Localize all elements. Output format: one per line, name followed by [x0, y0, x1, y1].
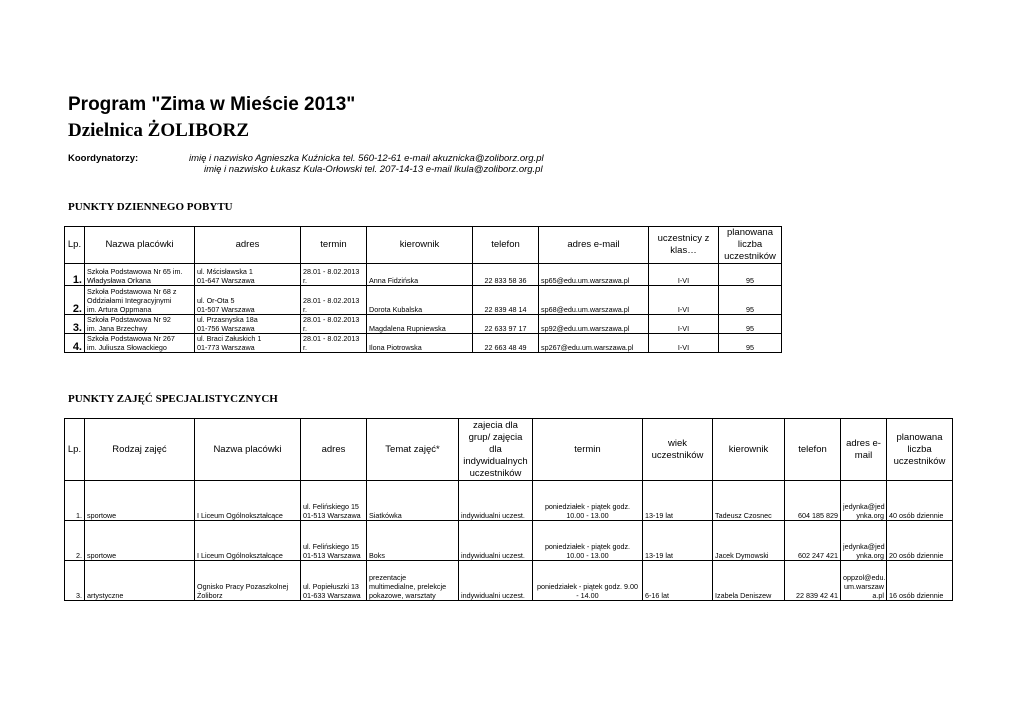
school-address-line: ul. Mścisławska 1: [197, 267, 253, 276]
header-cell: kierownik: [367, 227, 473, 264]
place-address-line: ul. Felińskiego 15: [303, 542, 359, 551]
term-line: 28.01 - 8.02.2013: [303, 267, 360, 276]
header-cell: adres: [195, 227, 301, 264]
header-cell: Lp.: [65, 419, 85, 481]
phone: 22 839 48 14: [473, 286, 539, 315]
phone: 22 663 48 49: [473, 334, 539, 353]
school-address: [195, 315, 301, 334]
email: [841, 561, 887, 601]
term-line: 28.01 - 8.02.2013: [303, 315, 360, 324]
phone: 22 633 97 17: [473, 315, 539, 334]
place-address-line: 01-513 Warszawa: [303, 511, 361, 520]
manager: Tadeusz Czosnec: [713, 481, 785, 521]
place-name-line: I Liceum Ogólnokształcące: [197, 551, 283, 560]
planned-count: 95: [719, 286, 782, 315]
school-address-line: 01-647 Warszawa: [197, 276, 255, 285]
age-range: 13-19 lat: [643, 521, 713, 561]
group-type: indywidualni uczest.: [459, 481, 533, 521]
email-line: jedynka@jed: [843, 502, 885, 511]
row-number: 3.: [65, 315, 85, 334]
topic: [367, 521, 459, 561]
school-address-line: ul. Braci Załuskich 1: [197, 334, 262, 343]
group-type: indywidualni uczest.: [459, 561, 533, 601]
term-line: poniedziałek - piątek godz. 9.00: [536, 582, 639, 591]
table-row: [65, 286, 782, 315]
school-name-line: Szkoła Podstawowa Nr 65 im.: [87, 267, 183, 276]
email: sp267@edu.um.warszawa.pl: [539, 334, 649, 353]
term: [533, 481, 643, 521]
term: [301, 315, 367, 334]
topic-line: Siatkówka: [369, 511, 402, 520]
place-address: [301, 481, 367, 521]
topic-line: multimedialne, prelekcje: [369, 582, 447, 591]
header-cell: planowana liczba uczestników: [719, 227, 782, 264]
school-address-line: 01-773 Warszawa: [197, 343, 255, 352]
planned-count: 95: [719, 264, 782, 286]
header-cell: uczestnicy z klas…: [649, 227, 719, 264]
term: [301, 334, 367, 353]
place-name-line: I Liceum Ogólnokształcące: [197, 511, 283, 520]
school-name: [85, 315, 195, 334]
email: [841, 481, 887, 521]
table-row: [65, 521, 953, 561]
school-address-line: 01-507 Warszawa: [197, 305, 255, 314]
row-number: 3.: [65, 561, 85, 601]
specialist-table: [64, 418, 953, 601]
table-header-row: [65, 419, 953, 481]
place-address: [301, 561, 367, 601]
term-line: r.: [303, 305, 307, 314]
school-name-line: Szkoła Podstawowa Nr 68 z: [87, 287, 177, 296]
place-name-line: Ognisko Pracy Pozaszkolnej: [197, 582, 289, 591]
phone: 22 833 58 36: [473, 264, 539, 286]
planned-count: 95: [719, 334, 782, 353]
school-address: [195, 334, 301, 353]
header-cell: Rodzaj zajęć: [85, 419, 195, 481]
planned-count: 95: [719, 315, 782, 334]
section-title-day-care: PUNKTY DZIENNEGO POBYTU: [68, 201, 233, 213]
planned-count: 16 osób dziennie: [887, 561, 953, 601]
term-line: poniedziałek - piątek godz.: [544, 542, 631, 551]
header-cell: planowana liczba uczestników: [887, 419, 953, 481]
school-name-line: Szkoła Podstawowa Nr 92: [87, 315, 171, 324]
school-name-line: im. Artura Oppmana: [87, 305, 152, 314]
term-line: 28.01 - 8.02.2013: [303, 334, 360, 343]
term: [533, 561, 643, 601]
topic-line: pokazowe, warsztaty: [369, 591, 436, 600]
header-cell: Temat zajęć*: [367, 419, 459, 481]
term-line: r.: [303, 324, 307, 333]
term-line: 10.00 - 13.00: [566, 551, 609, 560]
manager: Anna Fidzińska: [367, 264, 473, 286]
row-number: 1.: [65, 264, 85, 286]
school-address: [195, 286, 301, 315]
school-name-line: im. Jana Brzechwy: [87, 324, 148, 333]
email: [841, 521, 887, 561]
header-cell: wiek uczestników: [643, 419, 713, 481]
term-line: 28.01 - 8.02.2013: [303, 296, 360, 305]
term: [533, 521, 643, 561]
school-address-line: 01-756 Warszawa: [197, 324, 255, 333]
school-name-line: Szkoła Podstawowa Nr 267: [87, 334, 175, 343]
page-title: Program "Zima w Mieście 2013": [68, 94, 356, 115]
email-line: a.pl: [872, 591, 884, 600]
school-name-line: Oddziałami Integracyjnymi: [87, 296, 172, 305]
email-line: oppzol@edu.: [843, 573, 886, 582]
activity-type: artystyczne: [85, 561, 195, 601]
header-cell: adres e-mail: [539, 227, 649, 264]
header-cell: Nazwa placówki: [85, 227, 195, 264]
header-cell: termin: [533, 419, 643, 481]
email-line: ynka.org: [856, 551, 884, 560]
coordinator-line-2: imię i nazwisko Łukasz Kula-Orłowski tel. 207-14-13 e-mail lkula@zoliborz.org.pl: [204, 164, 543, 175]
table-row: [65, 561, 953, 601]
school-address-line: ul. Przasnyska 18a: [197, 315, 258, 324]
header-cell: telefon: [785, 419, 841, 481]
table-row: [65, 264, 782, 286]
classes: I-VI: [649, 264, 719, 286]
section-title-specialist: PUNKTY ZAJĘĆ SPECJALISTYCZNYCH: [68, 393, 278, 405]
row-number: 2.: [65, 286, 85, 315]
day-care-table: [64, 226, 782, 353]
school-address: [195, 264, 301, 286]
activity-type: sportowe: [85, 481, 195, 521]
table-row: [65, 481, 953, 521]
topic-line: Boks: [369, 551, 385, 560]
school-address-line: ul. Or-Ota 5: [197, 296, 235, 305]
manager: Jacek Dymowski: [713, 521, 785, 561]
header-cell: Nazwa placówki: [195, 419, 301, 481]
header-cell: zajecia dla grup/ zajęcia dla indywidualnych uczestników: [459, 419, 533, 481]
age-range: 6-16 lat: [643, 561, 713, 601]
header-cell: adres e-mail: [841, 419, 887, 481]
phone: 602 247 421: [785, 521, 841, 561]
email-line: jedynka@jed: [843, 542, 885, 551]
coordinator-line-1: imię i nazwisko Agnieszka Kuźnicka tel. 560-12-61 e-mail akuznicka@zoliborz.org.pl: [189, 153, 544, 164]
place-address-line: 01-633 Warszawa: [303, 591, 361, 600]
row-number: 2.: [65, 521, 85, 561]
topic-line: prezentacje: [369, 573, 407, 582]
term-line: r.: [303, 343, 307, 352]
school-name: [85, 286, 195, 315]
phone: 22 839 42 41: [785, 561, 841, 601]
school-name: [85, 264, 195, 286]
term: [301, 286, 367, 315]
topic: [367, 561, 459, 601]
manager: Dorota Kubalska: [367, 286, 473, 315]
header-cell: telefon: [473, 227, 539, 264]
email: sp68@edu.um.warszawa.pl: [539, 286, 649, 315]
classes: I-VI: [649, 315, 719, 334]
header-cell: Lp.: [65, 227, 85, 264]
email-line: um.warszaw: [844, 582, 884, 591]
phone: 604 185 829: [785, 481, 841, 521]
term: [301, 264, 367, 286]
manager: Ilona Piotrowska: [367, 334, 473, 353]
activity-type: sportowe: [85, 521, 195, 561]
group-type: indywidualni uczest.: [459, 521, 533, 561]
term-line: 10.00 - 13.00: [566, 511, 609, 520]
classes: I-VI: [649, 334, 719, 353]
header-cell: termin: [301, 227, 367, 264]
coordinators-label: Koordynatorzy:: [68, 153, 139, 164]
header-cell: kierownik: [713, 419, 785, 481]
topic: [367, 481, 459, 521]
school-name-line: im. Juliusza Słowackiego: [87, 343, 167, 352]
row-number: 4.: [65, 334, 85, 353]
planned-count: 40 osób dziennie: [887, 481, 953, 521]
table-row: [65, 334, 782, 353]
place-address-line: 01-513 Warszawa: [303, 551, 361, 560]
place-name: [195, 481, 301, 521]
age-range: 13-19 lat: [643, 481, 713, 521]
place-name: [195, 561, 301, 601]
classes: I-VI: [649, 286, 719, 315]
row-number: 1.: [65, 481, 85, 521]
place-name: [195, 521, 301, 561]
school-name-line: Władysława Orkana: [87, 276, 151, 285]
term-line: - 14.00: [576, 591, 599, 600]
place-address-line: ul. Felińskiego 15: [303, 502, 359, 511]
table-row: [65, 315, 782, 334]
manager: Izabela Deniszew: [713, 561, 785, 601]
planned-count: 20 osób dziennie: [887, 521, 953, 561]
email: sp92@edu.um.warszawa.pl: [539, 315, 649, 334]
term-line: poniedziałek - piątek godz.: [544, 502, 631, 511]
email-line: ynka.org: [856, 511, 884, 520]
place-name-line: Żoliborz: [197, 591, 223, 600]
place-address: [301, 521, 367, 561]
term-line: r.: [303, 276, 307, 285]
email: sp65@edu.um.warszawa.pl: [539, 264, 649, 286]
header-cell: adres: [301, 419, 367, 481]
school-name: [85, 334, 195, 353]
table-header-row: [65, 227, 782, 264]
manager: Magdalena Rupniewska: [367, 315, 473, 334]
district-title: Dzielnica ŻOLIBORZ: [68, 120, 250, 141]
place-address-line: ul. Popiełuszki 13: [303, 582, 359, 591]
